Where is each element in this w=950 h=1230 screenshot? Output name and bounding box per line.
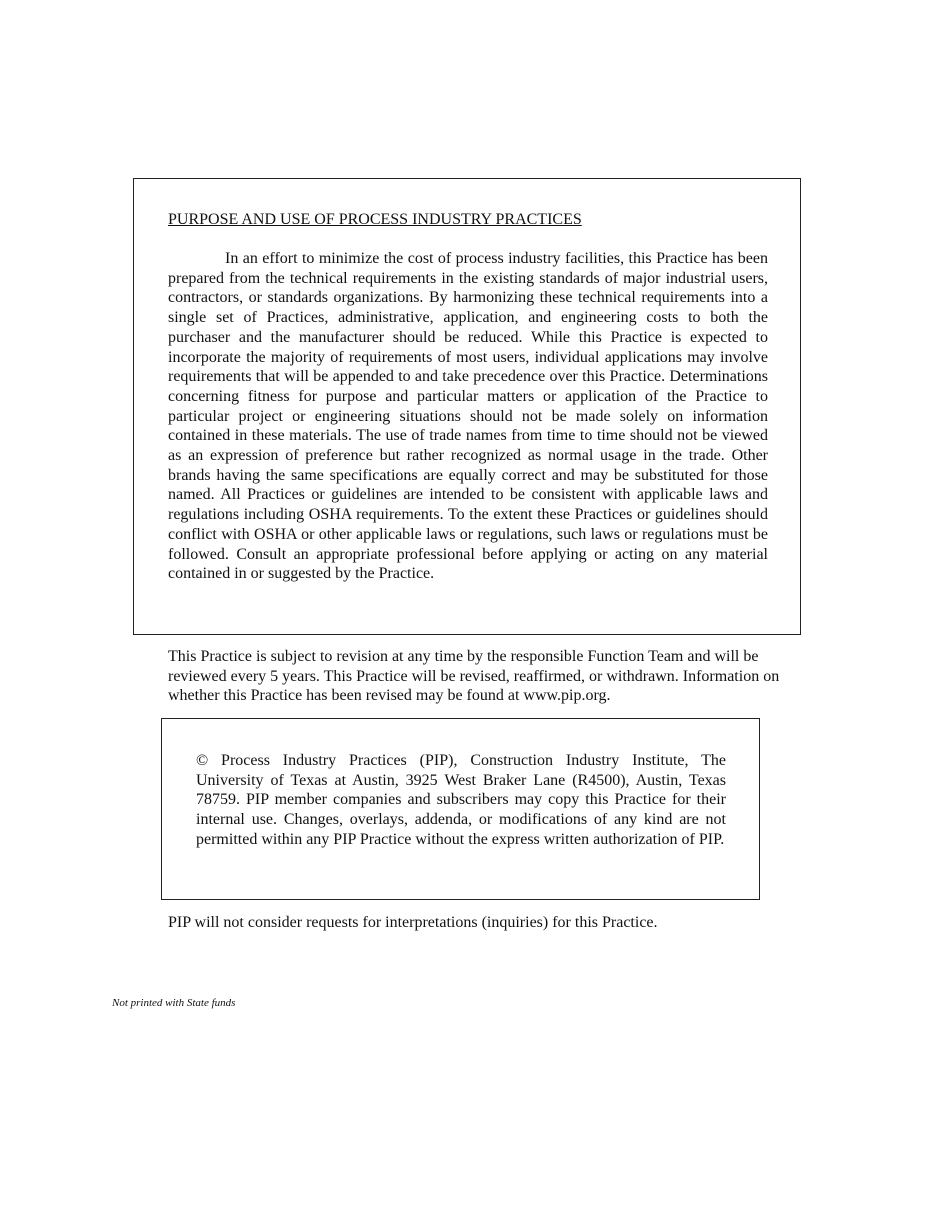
footer-note: Not printed with State funds xyxy=(112,997,236,1009)
copyright-notice: © Process Industry Practices (PIP), Construction Industry Institute, The University of Texas at Austin, 3925 West Braker Lane (R4500), Austin, Texas 78759. PIP member companies and subscribers may copy this Practice for their internal use. Changes, overlays, addenda, or modifications of any kind are not permitted within any PIP Practice without the express written authorization of PIP. xyxy=(196,752,726,848)
purpose-section-body: In an effort to minimize the cost of process industry facilities, this Practice has been prepared from the technical requirements in the existing standards of major industrial users, contractors, or standards organizations. By harmonizing these technical requirements into a single set of Practices, administrative, application, and engineering costs to both the purchaser and the manufacturer should be reduced. While this Practice is expected to incorporate the majority of requirements of most users, individual applications may involve requirements that will be appended to and take precedence over this Practice. Determinations concerning fitness for purpose and particular matters or application of the Practice to particular project or engineering situations should not be made solely on information contained in these materials. The use of trade names from time to time should not be viewed as an expression of preference but rather recognized as normal usage in the trade. Other brands having the same specifications are equally correct and may be substituted for those named. All Practices or guidelines are intended to be consistent with applicable laws and regulations including OSHA requirements. To the extent these Practices or guidelines should conflict with OSHA or other applicable laws or regulations, such laws or regulations must be followed. Consult an appropriate professional before applying or acting on any material contained in or suggested by the Practice. xyxy=(168,250,768,583)
purpose-section-box xyxy=(133,178,801,635)
inquiries-notice: PIP will not consider requests for interpretations (inquiries) for this Practice. xyxy=(168,914,658,931)
copyright-box xyxy=(161,718,760,900)
purpose-section-title: PURPOSE AND USE OF PROCESS INDUSTRY PRACTICES xyxy=(168,211,582,228)
revision-notice: This Practice is subject to revision at any time by the responsible Function Team and will be reviewed every 5 years. This Practice will be revised, reaffirmed, or withdrawn. Information on whether this Practice has been revised may be found at www.pip.org. xyxy=(168,648,780,705)
